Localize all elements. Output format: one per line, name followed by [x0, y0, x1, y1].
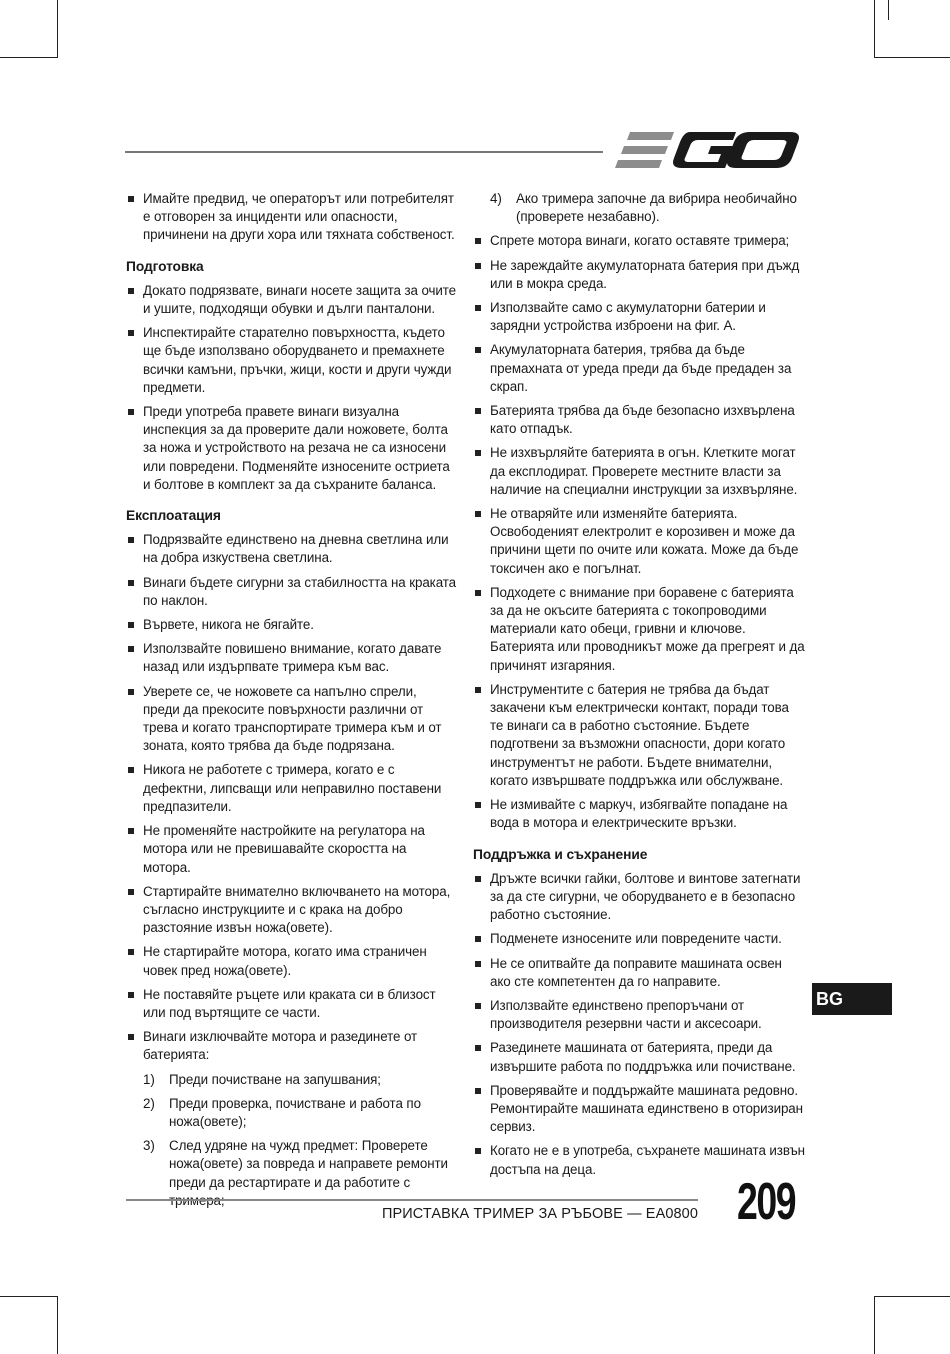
bullet-square-icon	[128, 409, 134, 415]
list-item: Не стартирайте мотора, когато има страничен човек пред ножа(овете).	[126, 943, 456, 979]
bullet-square-icon	[475, 238, 481, 244]
bullet-square-icon	[475, 936, 481, 942]
list-item: Вървете, никога не бягайте.	[126, 616, 456, 634]
numbered-item: 3) След удряне на чужд предмет: Проверете ножа(овете) за повреда и направете ремонти преди да рестартирате и да работите с	[143, 1138, 448, 1190]
bullet-square-icon	[128, 828, 134, 834]
crop-mark	[57, 1296, 58, 1354]
left-column	[126, 190, 456, 1216]
list-item: Подрязвайте единствено на дневна светлина или на добра изкуствена светлина.	[126, 531, 456, 567]
crop-mark	[874, 1296, 875, 1354]
list-item: Не изхвърляйте батерията в огън. Клетките могат да експлодират. Проверете местните власти за наличие на специални инструкции за изхвърляне.	[473, 444, 805, 499]
list-item: Уверете се, че ножовете са напълно спрели, преди да прекосите повърхности различни от трева и когато транспортирате тримера към и от зоната, която трябва да бъде подрязана.	[126, 683, 456, 756]
bullet-square-icon	[475, 450, 481, 456]
bullet-square-icon	[475, 408, 481, 414]
bullet-square-icon	[475, 347, 481, 353]
footer-rule	[126, 1199, 698, 1201]
section-heading: Подготовка	[126, 258, 204, 274]
section-heading: Поддръжка и съхранение	[473, 846, 648, 862]
list-item: Не се опитвайте да поправите машината освен ако сте компетентен да го направите.	[473, 955, 805, 991]
bullet-square-icon	[128, 288, 134, 294]
crop-mark	[874, 57, 950, 58]
list-item: Използвайте само с акумулаторни батерии и зарядни устройства изброени на фиг. А.	[473, 299, 805, 335]
bullet-square-icon	[128, 330, 134, 336]
numbered-item: 4) Ако тримера започне да вибрира необичайно (проверете незабавно).	[490, 191, 797, 225]
list-item: Подменете износените или повредените части.	[473, 930, 805, 948]
bullet-square-icon	[475, 1045, 481, 1051]
numbered-item: 2) Преди проверка, почистване и работа по ножа(овете);	[143, 1095, 421, 1129]
footer-title: ПРИСТАВКА ТРИМЕР ЗА РЪБОВЕ — EA0800	[381, 1206, 698, 1222]
bullet-square-icon	[475, 305, 481, 311]
list-item: Батерията трябва да бъде безопасно изхвърлена като отпадък.	[473, 402, 805, 438]
list-item: Никога не работете с тримера, когато е с дефектни, липсващи или неправилно поставени предпазители.	[126, 761, 456, 816]
bullet-square-icon	[475, 1088, 481, 1094]
bullet-square-icon	[475, 1003, 481, 1009]
list-item: Инструментите с батерия не трябва да бъдат закачени към електрически контакт, поради това те винаги са в работно състояние. Бъдете подготвени за възможни опасности, дори когато инструментът не работи. Бъдете внимателни, когато извършвате поддръжка или обслужване.	[473, 681, 805, 790]
list-item: Подходете с внимание при боравене с батерията за да не окъсите батерията с токопроводими материали като обеци, гривни и ключове. Батерията или проводникът може да прегреят и да причинят изгаряния.	[473, 584, 805, 675]
bullet-square-icon	[128, 949, 134, 955]
right-column	[473, 190, 805, 1185]
bullet-square-icon	[475, 802, 481, 808]
list-item: Спрете мотора винаги, когато оставяте тримера;	[473, 232, 805, 250]
bullet-square-icon	[128, 580, 134, 586]
list-item: Преди употреба правете винаги визуална инспекция за да проверите дали ножовете, болта за ножа и устройството на резача не са износени или повредени. Подменяйте износените остриета и болтове в комплект за да съхраните баланса.	[126, 403, 456, 494]
list-item: Използвайте единствено препоръчани от производителя резервни части и аксесоари.	[473, 997, 805, 1033]
bullet-square-icon	[128, 889, 134, 895]
ego-logo	[612, 126, 802, 174]
header-rule	[125, 151, 603, 153]
list-item: Инспектирайте старателно повърхността, където ще бъде използвано оборудването и премахнете всички камъни, пръчки, жици, кости и други чужди предмети.	[126, 324, 456, 397]
list-item: Имайте предвид, че операторът или потребителят е отговорен за инциденти или опасности, причинени на други хора или тяхната собственост.	[126, 190, 456, 245]
bullet-square-icon	[475, 1148, 481, 1154]
crop-mark	[874, 0, 875, 58]
list-item: Не зареждайте акумулаторната батерия при дъжд или в мокра среда.	[473, 257, 805, 293]
bullet-square-icon	[128, 622, 134, 628]
page-number: 209	[737, 1173, 796, 1231]
bullet-square-icon	[475, 687, 481, 693]
bullet-square-icon	[475, 263, 481, 269]
bullet-square-icon	[128, 537, 134, 543]
list-item: Стартирайте внимателно включването на мотора, съгласно инструкциите и с крака на добро разстояние извън ножа(овете).	[126, 883, 456, 938]
section-heading: Експлоатация	[126, 508, 221, 524]
bullet-square-icon	[475, 590, 481, 596]
list-item: Дръжте всички гайки, болтове и винтове затегнати за да сте сигурни, че оборудването е в безопасно работно състояние.	[473, 870, 805, 925]
crop-mark	[0, 57, 58, 58]
crop-mark	[0, 1296, 58, 1297]
list-item: Не отваряйте или изменяйте батерията. Освободеният електролит е корозивен и може да причини щети по очите или кожата. Може да бъде токсичен ако е погълнат.	[473, 505, 805, 578]
list-item: Използвайте повишено внимание, когато давате назад или издърпвате тримера към вас.	[126, 640, 456, 676]
bullet-square-icon	[128, 689, 134, 695]
crop-mark	[888, 0, 889, 20]
list-item: Не измивайте с маркуч, избягвайте попадане на вода в мотора и електрическите връзки.	[473, 796, 805, 832]
list-item: Акумулаторната батерия, трябва да бъде премахната от уреда преди да бъде предаден за скрап.	[473, 341, 805, 396]
list-item: Не поставяйте ръцете или краката си в близост или под въртящите се части.	[126, 986, 456, 1022]
bullet-square-icon	[128, 1034, 134, 1040]
list-item: Винаги бъдете сигурни за стабилността на краката по наклон.	[126, 574, 456, 610]
bullet-square-icon	[128, 196, 134, 202]
bullet-square-icon	[475, 511, 481, 517]
list-item: Разединете машината от батерията, преди да извършите работа по поддръжка или почистване.	[473, 1039, 805, 1075]
bullet-square-icon	[128, 646, 134, 652]
bullet-square-icon	[128, 767, 134, 773]
bullet-square-icon	[475, 961, 481, 967]
list-item: Проверявайте и поддържайте машината редовно. Ремонтирайте машината единствено в оторизиран сервиз.	[473, 1082, 805, 1137]
numbered-item: 1) Преди почистване на запушвания;	[143, 1071, 381, 1087]
bullet-square-icon	[475, 876, 481, 882]
list-item: Винаги изключвайте мотора и разединете от батерията:	[126, 1028, 456, 1064]
list-item: Не променяйте настройките на регулатора на мотора или не превишавайте скоростта на мотора.	[126, 822, 456, 877]
crop-mark	[874, 1296, 950, 1297]
bullet-square-icon	[128, 992, 134, 998]
list-item: Когато не е в употреба, съхранете машината извън достъпа на деца.	[473, 1142, 805, 1178]
language-tab: BG	[812, 983, 892, 1015]
list-item: Докато подрязвате, винаги носете защита за очите и ушите, подходящи обувки и дълги панталони.	[126, 282, 456, 318]
crop-mark	[57, 0, 58, 58]
